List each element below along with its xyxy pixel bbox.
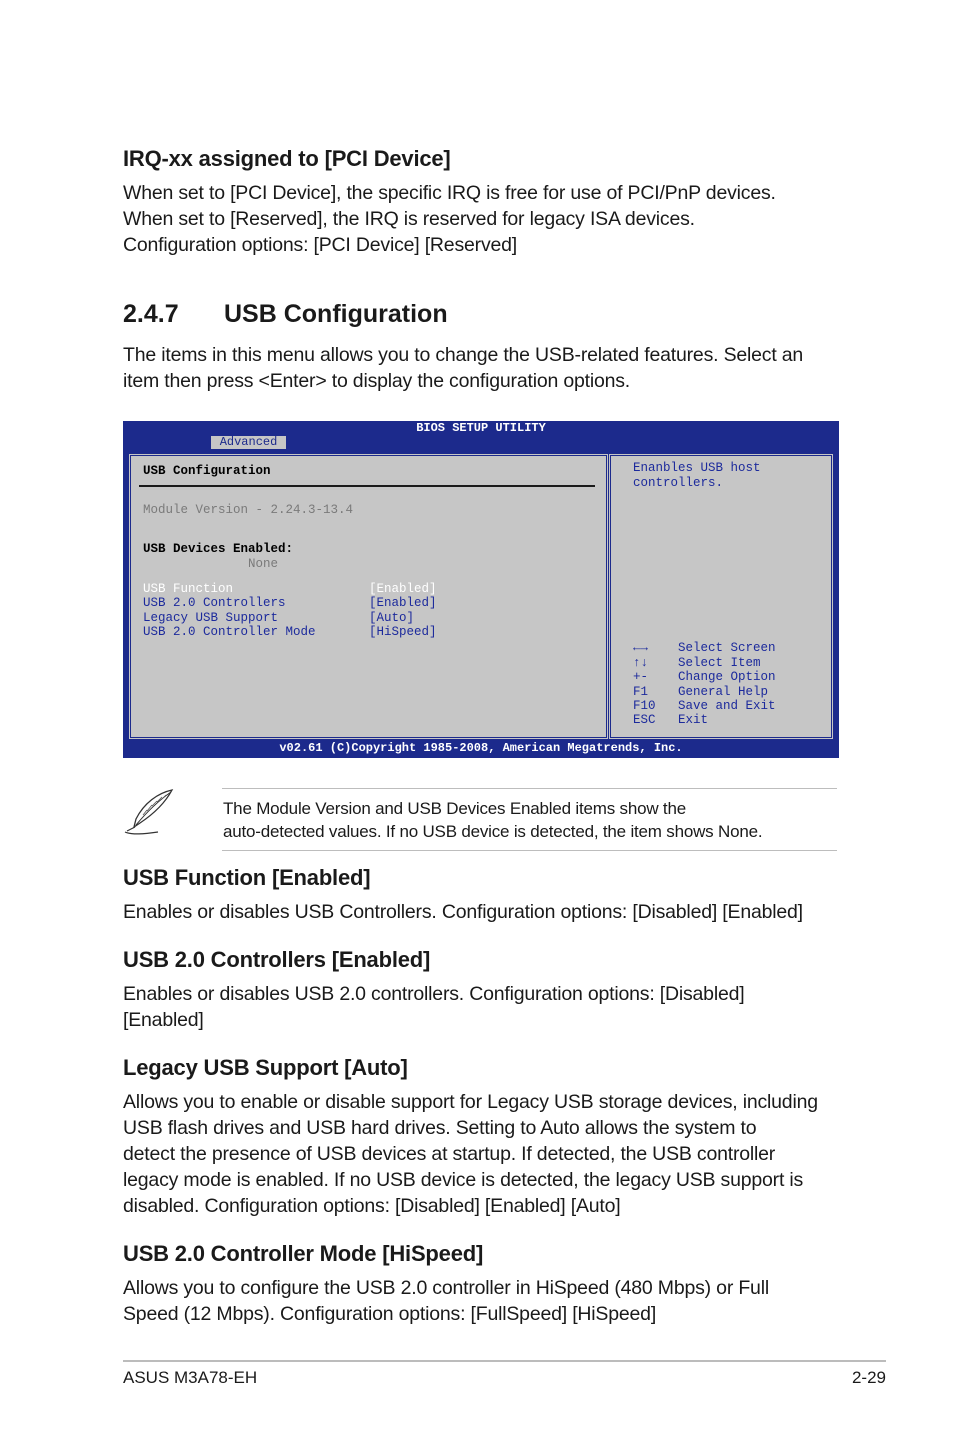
bios-key-action: General Help — [678, 685, 769, 699]
usb20-controllers-line: Enables or disables USB 2.0 controllers. Configuration options: [Disabled] — [123, 983, 745, 1005]
pen-note-icon — [122, 787, 176, 837]
bios-item-usb-function[interactable]: USB Function — [143, 582, 234, 596]
legacy-usb-description — [123, 1089, 818, 1219]
bios-value-usb20-mode[interactable]: [HiSpeed] — [369, 625, 437, 639]
note-line: auto-detected values. If no USB device is detected, the item shows None. — [223, 822, 763, 841]
note-bottom-rule — [222, 850, 837, 851]
usb20-mode-heading: USB 2.0 Controller Mode [HiSpeed] — [123, 1241, 484, 1266]
usb20-mode-line: Allows you to configure the USB 2.0 controller in HiSpeed (480 Mbps) or Full — [123, 1277, 769, 1299]
section-title: USB Configuration — [224, 300, 448, 328]
bios-value-usb-function[interactable]: [Enabled] — [369, 582, 437, 596]
usb20-controllers-line: [Enabled] — [123, 1009, 204, 1031]
bios-key-left-right-icon: ←→ — [633, 641, 649, 655]
bios-key-action: Exit — [678, 713, 709, 727]
bios-key-action: Select Screen — [678, 641, 776, 655]
legacy-usb-line: detect the presence of USB devices at startup. If detected, the USB controller — [123, 1143, 776, 1165]
bios-key-action: Save and Exit — [678, 699, 776, 713]
usb-function-heading: USB Function [Enabled] — [123, 865, 371, 890]
bios-devices-label: USB Devices Enabled: — [143, 542, 294, 556]
irq-line: When set to [PCI Device], the specific IRQ is free for use of PCI/PnP devices. — [123, 182, 776, 204]
irq-heading: IRQ-xx assigned to [PCI Device] — [123, 146, 451, 171]
bios-key-action: Select Item — [678, 656, 761, 670]
bios-value-legacy-usb[interactable]: [Auto] — [369, 611, 415, 625]
bios-help-line: controllers. — [633, 476, 724, 490]
usb-config-line: item then press <Enter> to display the configuration options. — [123, 370, 631, 392]
legacy-usb-line: Allows you to enable or disable support for Legacy USB storage devices, including — [123, 1091, 818, 1113]
bios-key-f10: F10 — [633, 699, 656, 713]
note-text — [223, 797, 762, 843]
bios-screen — [123, 421, 839, 758]
bios-settings-panel — [128, 453, 609, 740]
bios-panel-divider — [139, 485, 595, 487]
usb20-mode-description — [123, 1275, 769, 1327]
usb-function-line: Enables or disables USB Controllers. Configuration options: [Disabled] [Enabled] — [123, 901, 803, 923]
note-top-rule — [222, 788, 837, 789]
bios-value-usb20-controllers[interactable]: [Enabled] — [369, 596, 437, 610]
bios-help-line: Enanbles USB host — [633, 461, 761, 475]
irq-line: When set to [Reserved], the IRQ is reserved for legacy ISA devices. — [123, 208, 695, 230]
usb-config-line: The items in this menu allows you to change the USB-related features. Select an — [123, 344, 804, 366]
legacy-usb-line: legacy mode is enabled. If no USB device is detected, the legacy USB support is — [123, 1169, 804, 1191]
bios-item-usb20-controllers[interactable]: USB 2.0 Controllers — [143, 596, 286, 610]
irq-description — [123, 180, 776, 258]
legacy-usb-line: disabled. Configuration options: [Disabled] [Enabled] [Auto] — [123, 1195, 621, 1217]
bios-key-up-down-icon: ↑↓ — [633, 656, 649, 670]
footer-rule — [123, 1360, 886, 1362]
bios-tab-advanced[interactable]: Advanced — [211, 436, 286, 449]
bios-key-f1: F1 — [633, 685, 649, 699]
bios-key-action: Change Option — [678, 670, 776, 684]
legacy-usb-line: USB flash drives and USB hard drives. Setting to Auto allows the system to — [123, 1117, 757, 1139]
bios-panel-title: USB Configuration — [143, 464, 271, 478]
irq-line: Configuration options: [PCI Device] [Reserved] — [123, 234, 517, 256]
usb-function-description — [123, 899, 803, 925]
usb20-mode-line: Speed (12 Mbps). Configuration options: [FullSpeed] [HiSpeed] — [123, 1303, 657, 1325]
bios-footer: v02.61 (C)Copyright 1985-2008, American Megatrends, Inc. — [279, 741, 683, 755]
bios-help-panel — [608, 453, 834, 740]
usb20-controllers-description — [123, 981, 744, 1033]
bios-module-version: Module Version - 2.24.3-13.4 — [143, 503, 354, 517]
bios-devices-value: None — [248, 557, 279, 571]
legacy-usb-heading: Legacy USB Support [Auto] — [123, 1055, 408, 1080]
bios-key-plus-minus: +- — [633, 670, 649, 684]
footer-product: ASUS M3A78-EH — [123, 1368, 258, 1387]
section-number: 2.4.7 — [123, 300, 179, 328]
bios-title: BIOS SETUP UTILITY — [416, 421, 546, 435]
footer-page-number: 2-29 — [851, 1368, 886, 1387]
note-line: The Module Version and USB Devices Enabled items show the — [223, 799, 686, 818]
usb20-controllers-heading: USB 2.0 Controllers [Enabled] — [123, 947, 431, 972]
usb-config-description — [123, 342, 803, 394]
bios-item-usb20-mode[interactable]: USB 2.0 Controller Mode — [143, 625, 316, 639]
bios-item-legacy-usb[interactable]: Legacy USB Support — [143, 611, 279, 625]
bios-key-esc: ESC — [633, 713, 656, 727]
